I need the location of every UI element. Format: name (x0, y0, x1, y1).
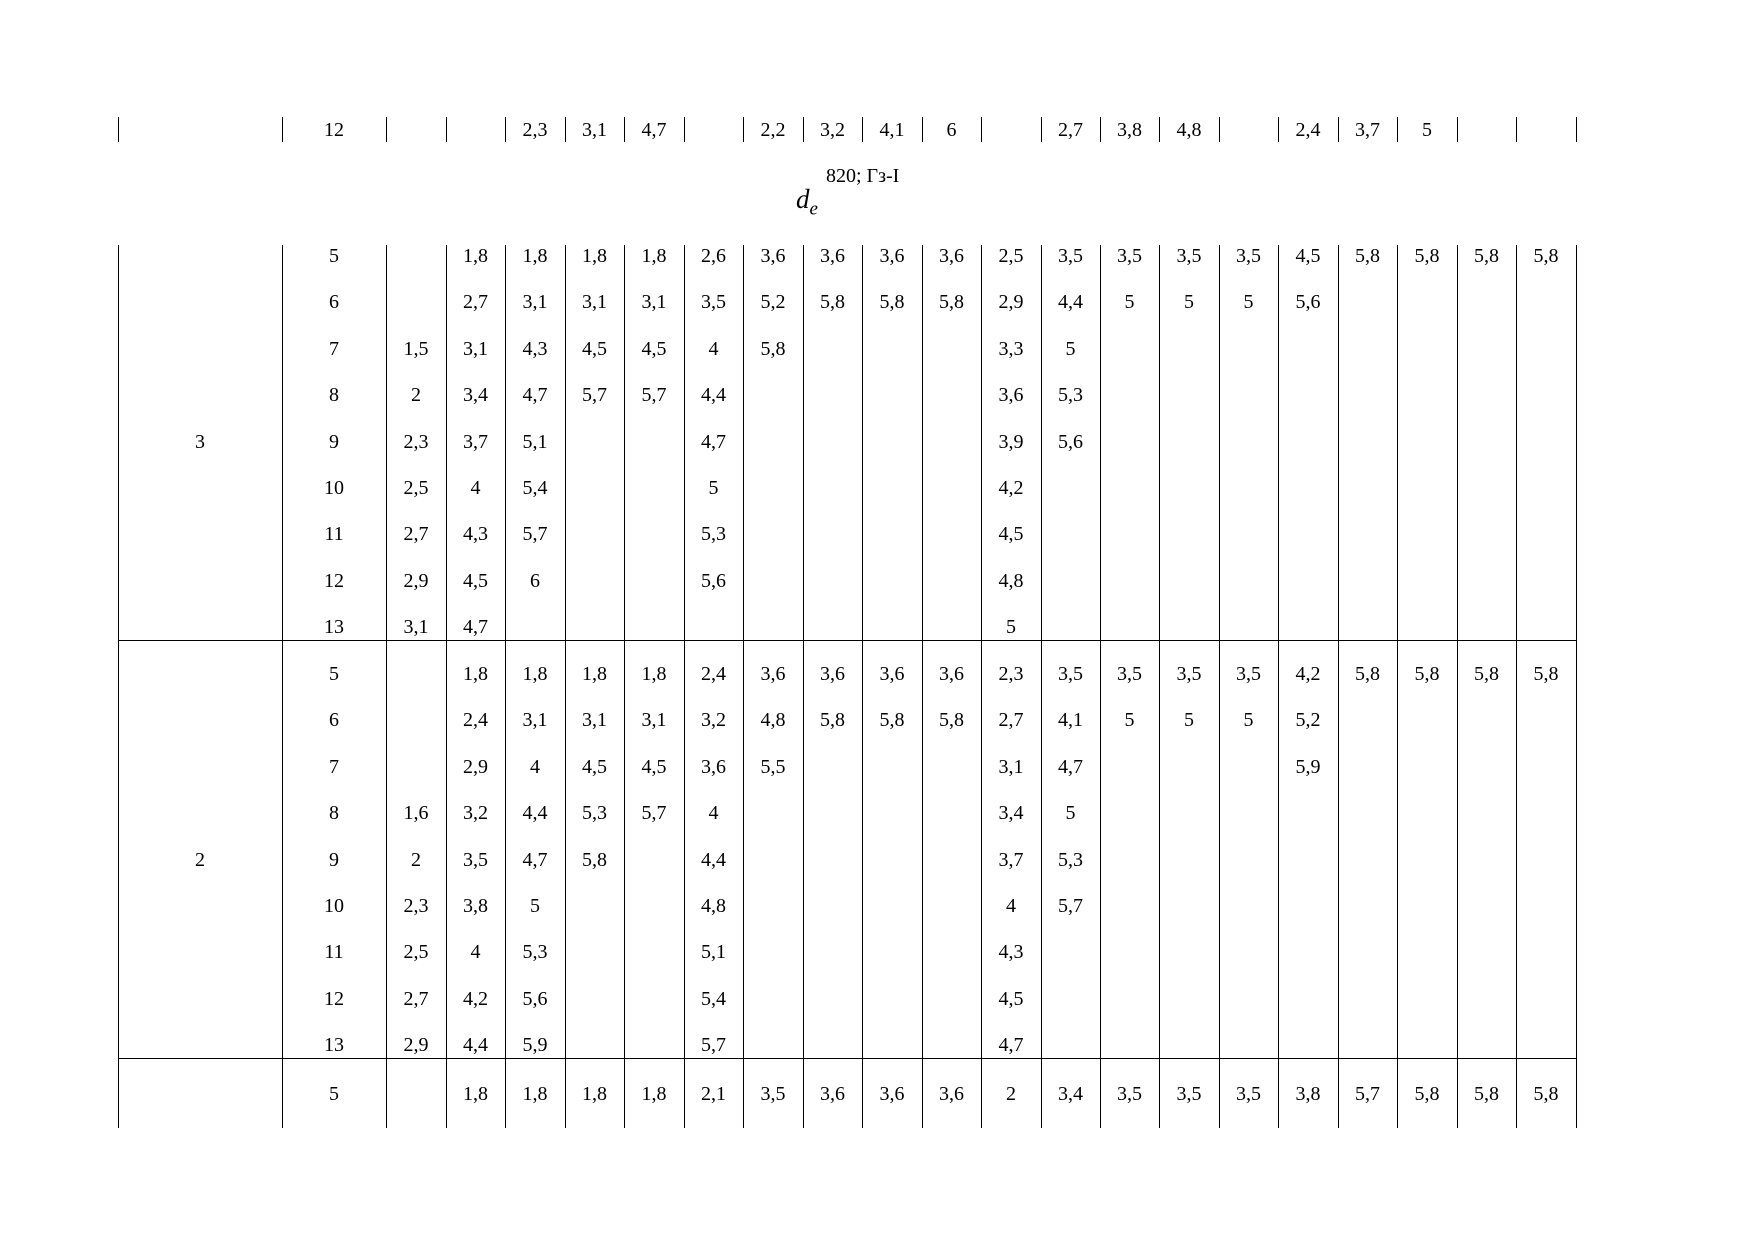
table-cell: 4,4 (701, 848, 726, 871)
table-border (684, 117, 685, 142)
table-cell: 3,4 (998, 802, 1024, 825)
top-row-cell: 2,2 (760, 119, 786, 141)
table-cell: 5,8 (879, 291, 905, 314)
table-cell: 3,6 (879, 245, 905, 267)
table-cell: 5 (1243, 709, 1254, 732)
row-index-cell: 9 (329, 848, 339, 871)
table-cell: 3,5 (463, 848, 488, 871)
table-border (1516, 245, 1517, 1128)
table-cell: 1,8 (582, 663, 607, 685)
table-cell: 3,1 (522, 709, 548, 732)
table-border (922, 245, 923, 1128)
table-cell: 3,7 (463, 430, 488, 453)
table-cell: 3,9 (998, 430, 1024, 453)
table-border (684, 245, 685, 1128)
table-cell: 3,2 (463, 802, 488, 825)
table-border (1278, 117, 1279, 142)
table-border (118, 117, 119, 142)
table-cell: 4,3 (522, 337, 548, 360)
table-border (1397, 245, 1398, 1128)
table-cell: 4,2 (998, 477, 1024, 499)
table-border (624, 117, 625, 142)
table-cell: 3,7 (998, 848, 1024, 871)
table-cell: 4,5 (998, 523, 1024, 546)
group-separator (118, 640, 1576, 641)
top-row-cell: 5 (1422, 119, 1432, 141)
table-cell: 4,1 (1058, 709, 1083, 732)
table-cell: 5,3 (1058, 384, 1083, 407)
table-cell: 5,8 (1355, 245, 1380, 267)
table-border (1041, 117, 1042, 142)
table-cell: 1,6 (403, 802, 429, 825)
table-cell: 4,5 (641, 755, 667, 778)
table-cell: 3,1 (522, 291, 548, 314)
table-cell: 3,6 (760, 663, 786, 685)
row-index-cell: 11 (324, 941, 344, 964)
table-cell: 4 (708, 337, 719, 360)
table-cell: 3,6 (998, 384, 1024, 407)
table-cell: 3,2 (701, 709, 726, 732)
table-cell: 4,4 (1058, 291, 1083, 314)
row-index-cell: 13 (324, 1034, 344, 1057)
table-border (505, 245, 506, 1128)
top-row-cell: 3,7 (1355, 119, 1380, 141)
row-index-cell: 12 (324, 987, 344, 1010)
table-cell: 3,1 (463, 337, 488, 360)
table-border (565, 245, 566, 1128)
row-index-cell: 8 (329, 384, 339, 407)
table-cell: 4,7 (522, 384, 548, 407)
table-cell: 4,3 (998, 941, 1024, 964)
table-cell: 5,8 (1533, 663, 1559, 685)
table-cell: 1,8 (522, 663, 548, 685)
table-cell: 2,7 (463, 291, 488, 314)
table-border (1159, 117, 1160, 142)
row-index-cell: 7 (329, 337, 339, 360)
row-index-cell: 5 (329, 1083, 339, 1105)
table-cell: 1,8 (582, 1083, 607, 1105)
table-border (981, 117, 982, 142)
table-border (1041, 245, 1042, 1128)
table-cell: 5,3 (701, 523, 726, 546)
table-cell: 5 (1124, 291, 1135, 314)
table-cell: 3,5 (1236, 663, 1261, 685)
table-cell: 3,5 (1117, 1083, 1142, 1105)
table-cell: 3,5 (1176, 1083, 1202, 1105)
table-cell: 4,4 (701, 384, 726, 407)
table-cell: 2,9 (403, 569, 429, 592)
table-cell: 4,2 (1295, 663, 1321, 685)
top-row-cell: 6 (946, 119, 957, 141)
table-cell: 5,9 (1295, 755, 1321, 778)
table-cell: 3,5 (1236, 245, 1261, 267)
table-cell: 2,5 (403, 941, 429, 964)
row-index-cell: 6 (329, 709, 339, 732)
group-label: 3 (195, 430, 205, 453)
table-cell: 1,8 (463, 663, 488, 685)
table-cell: 3,4 (1058, 1083, 1083, 1105)
table-cell: 3,8 (463, 895, 488, 917)
table-cell: 1,8 (641, 1083, 667, 1105)
table-border (386, 117, 387, 142)
table-border (1457, 117, 1458, 142)
table-cell: 4,7 (701, 430, 726, 453)
table-border (624, 245, 625, 1128)
table-cell: 5,8 (939, 709, 964, 732)
top-row-cell: 4,1 (879, 119, 905, 141)
table-border (1278, 245, 1279, 1128)
table-cell: 2,9 (998, 291, 1024, 314)
top-row-cell: 4,8 (1176, 119, 1202, 141)
table-cell: 5,8 (1414, 663, 1440, 685)
table-cell: 4 (530, 755, 540, 778)
table-border (743, 245, 744, 1128)
table-cell: 1,5 (403, 337, 429, 360)
table-cell: 3,6 (879, 663, 905, 685)
table-border (922, 117, 923, 142)
table-cell: 3,1 (998, 755, 1024, 778)
table-cell: 5,4 (522, 477, 548, 499)
top-row-cell: 2,4 (1295, 119, 1321, 141)
table-cell: 5,7 (641, 384, 667, 407)
top-row-cell: 3,8 (1117, 119, 1142, 141)
table-cell: 5,1 (701, 941, 726, 964)
table-cell: 2,9 (403, 1034, 429, 1057)
table-cell: 5,7 (582, 384, 607, 407)
table-cell: 5,3 (522, 941, 548, 964)
table-cell: 3,5 (1058, 663, 1083, 685)
table-cell: 5,3 (1058, 848, 1083, 871)
table-cell: 4 (470, 477, 481, 499)
row-index-cell: 10 (324, 477, 344, 499)
table-cell: 5,7 (701, 1034, 726, 1057)
table-cell: 2 (411, 384, 421, 407)
table-cell: 3,6 (820, 1083, 845, 1105)
table-cell: 3,5 (760, 1083, 786, 1105)
table-cell: 5 (1184, 709, 1194, 732)
table-cell: 5,7 (1058, 895, 1083, 917)
table-cell: 4,5 (1295, 245, 1321, 267)
table-cell: 4 (1006, 895, 1016, 917)
table-cell: 4,7 (998, 1034, 1024, 1057)
table-cell: 3,1 (641, 709, 667, 732)
table-cell: 5,4 (701, 987, 726, 1010)
table-cell: 3,5 (1176, 245, 1202, 267)
table-cell: 4,7 (463, 616, 488, 639)
table-cell: 5,6 (1058, 430, 1083, 453)
table-cell: 4,4 (522, 802, 548, 825)
table-cell: 5,3 (582, 802, 607, 825)
table-cell: 3,6 (879, 1083, 905, 1105)
table-border (1219, 245, 1220, 1128)
table-cell: 4,5 (641, 337, 667, 360)
table-cell: 5 (1243, 291, 1254, 314)
table-cell: 3,5 (1236, 1083, 1261, 1105)
table-cell: 3,5 (1058, 245, 1083, 267)
table-cell: 3,4 (463, 384, 488, 407)
table-border (862, 117, 863, 142)
table-cell: 2 (1006, 1083, 1016, 1105)
table-cell: 5,8 (820, 291, 845, 314)
table-cell: 5 (1065, 802, 1076, 825)
row-index-cell: 10 (324, 895, 344, 917)
table-border (1219, 117, 1220, 142)
table-cell: 5,6 (522, 987, 548, 1010)
caption-text: 820; Гз-I (826, 165, 900, 187)
row-index-cell: 8 (329, 802, 339, 825)
table-border (565, 117, 566, 142)
caption-symbol: $d_e$ (796, 184, 818, 220)
table-cell: 5,7 (641, 802, 667, 825)
table-cell: 5,8 (1355, 663, 1380, 685)
table-cell: 5,8 (879, 709, 905, 732)
table-cell: 5,8 (760, 337, 786, 360)
table-cell: 5,8 (1474, 245, 1499, 267)
top-row-cell: 4,7 (641, 119, 667, 141)
table-border (1100, 117, 1101, 142)
table-border (282, 117, 283, 142)
row-index-cell: 13 (324, 616, 344, 639)
top-row-cell: 2,7 (1058, 119, 1083, 141)
table-cell: 3,6 (820, 245, 845, 267)
table-border (505, 117, 506, 142)
table-cell: 2 (411, 848, 421, 871)
table-cell: 5,8 (1414, 245, 1440, 267)
table-border (282, 245, 283, 1128)
table-cell: 3,1 (403, 616, 429, 639)
table-cell: 5,8 (1474, 1083, 1499, 1105)
table-cell: 5 (1184, 291, 1194, 314)
table-cell: 5,2 (1295, 709, 1321, 732)
group-separator (118, 1058, 1576, 1059)
table-cell: 2,3 (998, 663, 1024, 685)
top-row-cell: 12 (324, 119, 344, 141)
row-index-cell: 7 (329, 755, 339, 778)
table-border (981, 245, 982, 1128)
table-cell: 2,7 (403, 987, 429, 1010)
table-cell: 5 (708, 477, 719, 499)
table-cell: 5,8 (582, 848, 607, 871)
top-row-cell: 2,3 (522, 119, 548, 141)
table-border (446, 245, 447, 1128)
table-cell: 5 (1124, 709, 1135, 732)
table-cell: 5,8 (820, 709, 845, 732)
top-row-cell: 3,1 (582, 119, 607, 141)
table-cell: 5,1 (522, 430, 548, 453)
table-cell: 5,7 (1355, 1083, 1380, 1105)
table-border (1576, 245, 1577, 1128)
table-cell: 2,1 (701, 1083, 726, 1105)
table-cell: 3,6 (939, 663, 964, 685)
table-cell: 1,8 (641, 245, 667, 267)
table-cell: 3,6 (701, 755, 726, 778)
table-cell: 2,6 (701, 245, 726, 267)
table-cell: 5,8 (939, 291, 964, 314)
table-border (386, 245, 387, 1128)
table-border (118, 245, 119, 1128)
table-border (862, 245, 863, 1128)
table-border (803, 117, 804, 142)
table-cell: 4,5 (463, 569, 488, 592)
table-cell: 1,8 (522, 1083, 548, 1105)
table-border (1338, 117, 1339, 142)
row-index-cell: 6 (329, 291, 339, 314)
table-cell: 2,5 (998, 245, 1024, 267)
table-border (1159, 245, 1160, 1128)
table-cell: 4,5 (998, 987, 1024, 1010)
table-cell: 5,6 (1295, 291, 1321, 314)
row-index-cell: 11 (324, 523, 344, 546)
table-cell: 3,8 (1295, 1083, 1321, 1105)
table-cell: 2,3 (403, 430, 429, 453)
table-cell: 4,8 (760, 709, 786, 732)
table-cell: 6 (530, 569, 540, 592)
table-cell: 5,9 (522, 1034, 548, 1057)
table-cell: 4,5 (582, 755, 607, 778)
table-cell: 3,5 (1176, 663, 1202, 685)
row-index-cell: 5 (329, 245, 339, 267)
table-cell: 5,8 (1533, 1083, 1559, 1105)
table-cell: 2,4 (463, 709, 488, 732)
table-cell: 1,8 (641, 663, 667, 685)
table-cell: 4,7 (1058, 755, 1083, 778)
table-border (446, 117, 447, 142)
table-cell: 4,5 (582, 337, 607, 360)
table-cell: 5 (1006, 616, 1016, 639)
group-label: 2 (195, 848, 205, 871)
table-border (743, 117, 744, 142)
table-cell: 4,3 (463, 523, 488, 546)
table-cell: 2,4 (701, 663, 726, 685)
table-cell: 1,8 (582, 245, 607, 267)
table-cell: 5,5 (760, 755, 786, 778)
table-cell: 4,8 (998, 569, 1024, 592)
table-cell: 3,6 (939, 245, 964, 267)
table-cell: 5,8 (1474, 663, 1499, 685)
table-border (1338, 245, 1339, 1128)
table-cell: 4 (470, 941, 481, 964)
table-cell: 5 (1065, 337, 1076, 360)
table-cell: 5,6 (701, 569, 726, 592)
table-cell: 2,3 (403, 895, 429, 917)
table-cell: 3,1 (582, 291, 607, 314)
table-cell: 2,7 (403, 523, 429, 546)
table-cell: 3,6 (820, 663, 845, 685)
table-cell: 3,1 (641, 291, 667, 314)
table-border (1457, 245, 1458, 1128)
table-cell: 3,3 (998, 337, 1024, 360)
table-cell: 4,4 (463, 1034, 488, 1057)
table-cell: 2,9 (463, 755, 488, 778)
table-cell: 5,2 (760, 291, 786, 314)
table-cell: 4,2 (463, 987, 488, 1010)
row-index-cell: 9 (329, 430, 339, 453)
table-cell: 5,8 (1533, 245, 1559, 267)
table-cell: 2,5 (403, 477, 429, 499)
table-cell: 2,7 (998, 709, 1024, 732)
table-border (1100, 245, 1101, 1128)
table-cell: 1,8 (522, 245, 548, 267)
table-cell: 3,5 (1117, 663, 1142, 685)
table-cell: 3,5 (701, 291, 726, 314)
table-cell: 3,6 (760, 245, 786, 267)
table-cell: 5,7 (522, 523, 548, 546)
table-cell: 4,7 (522, 848, 548, 871)
table-border (1576, 117, 1577, 142)
table-border (1397, 117, 1398, 142)
table-cell: 5,8 (1414, 1083, 1440, 1105)
top-row-cell: 3,2 (820, 119, 845, 141)
table-cell: 3,5 (1117, 245, 1142, 267)
table-cell: 1,8 (463, 245, 488, 267)
table-cell: 4 (708, 802, 719, 825)
table-cell: 3,6 (939, 1083, 964, 1105)
table-cell: 1,8 (463, 1083, 488, 1105)
table-cell: 4,8 (701, 895, 726, 917)
row-index-cell: 5 (329, 663, 339, 685)
table-cell: 3,1 (582, 709, 607, 732)
row-index-cell: 12 (324, 569, 344, 592)
table-border (803, 245, 804, 1128)
table-border (1516, 117, 1517, 142)
table-cell: 5 (530, 895, 540, 917)
